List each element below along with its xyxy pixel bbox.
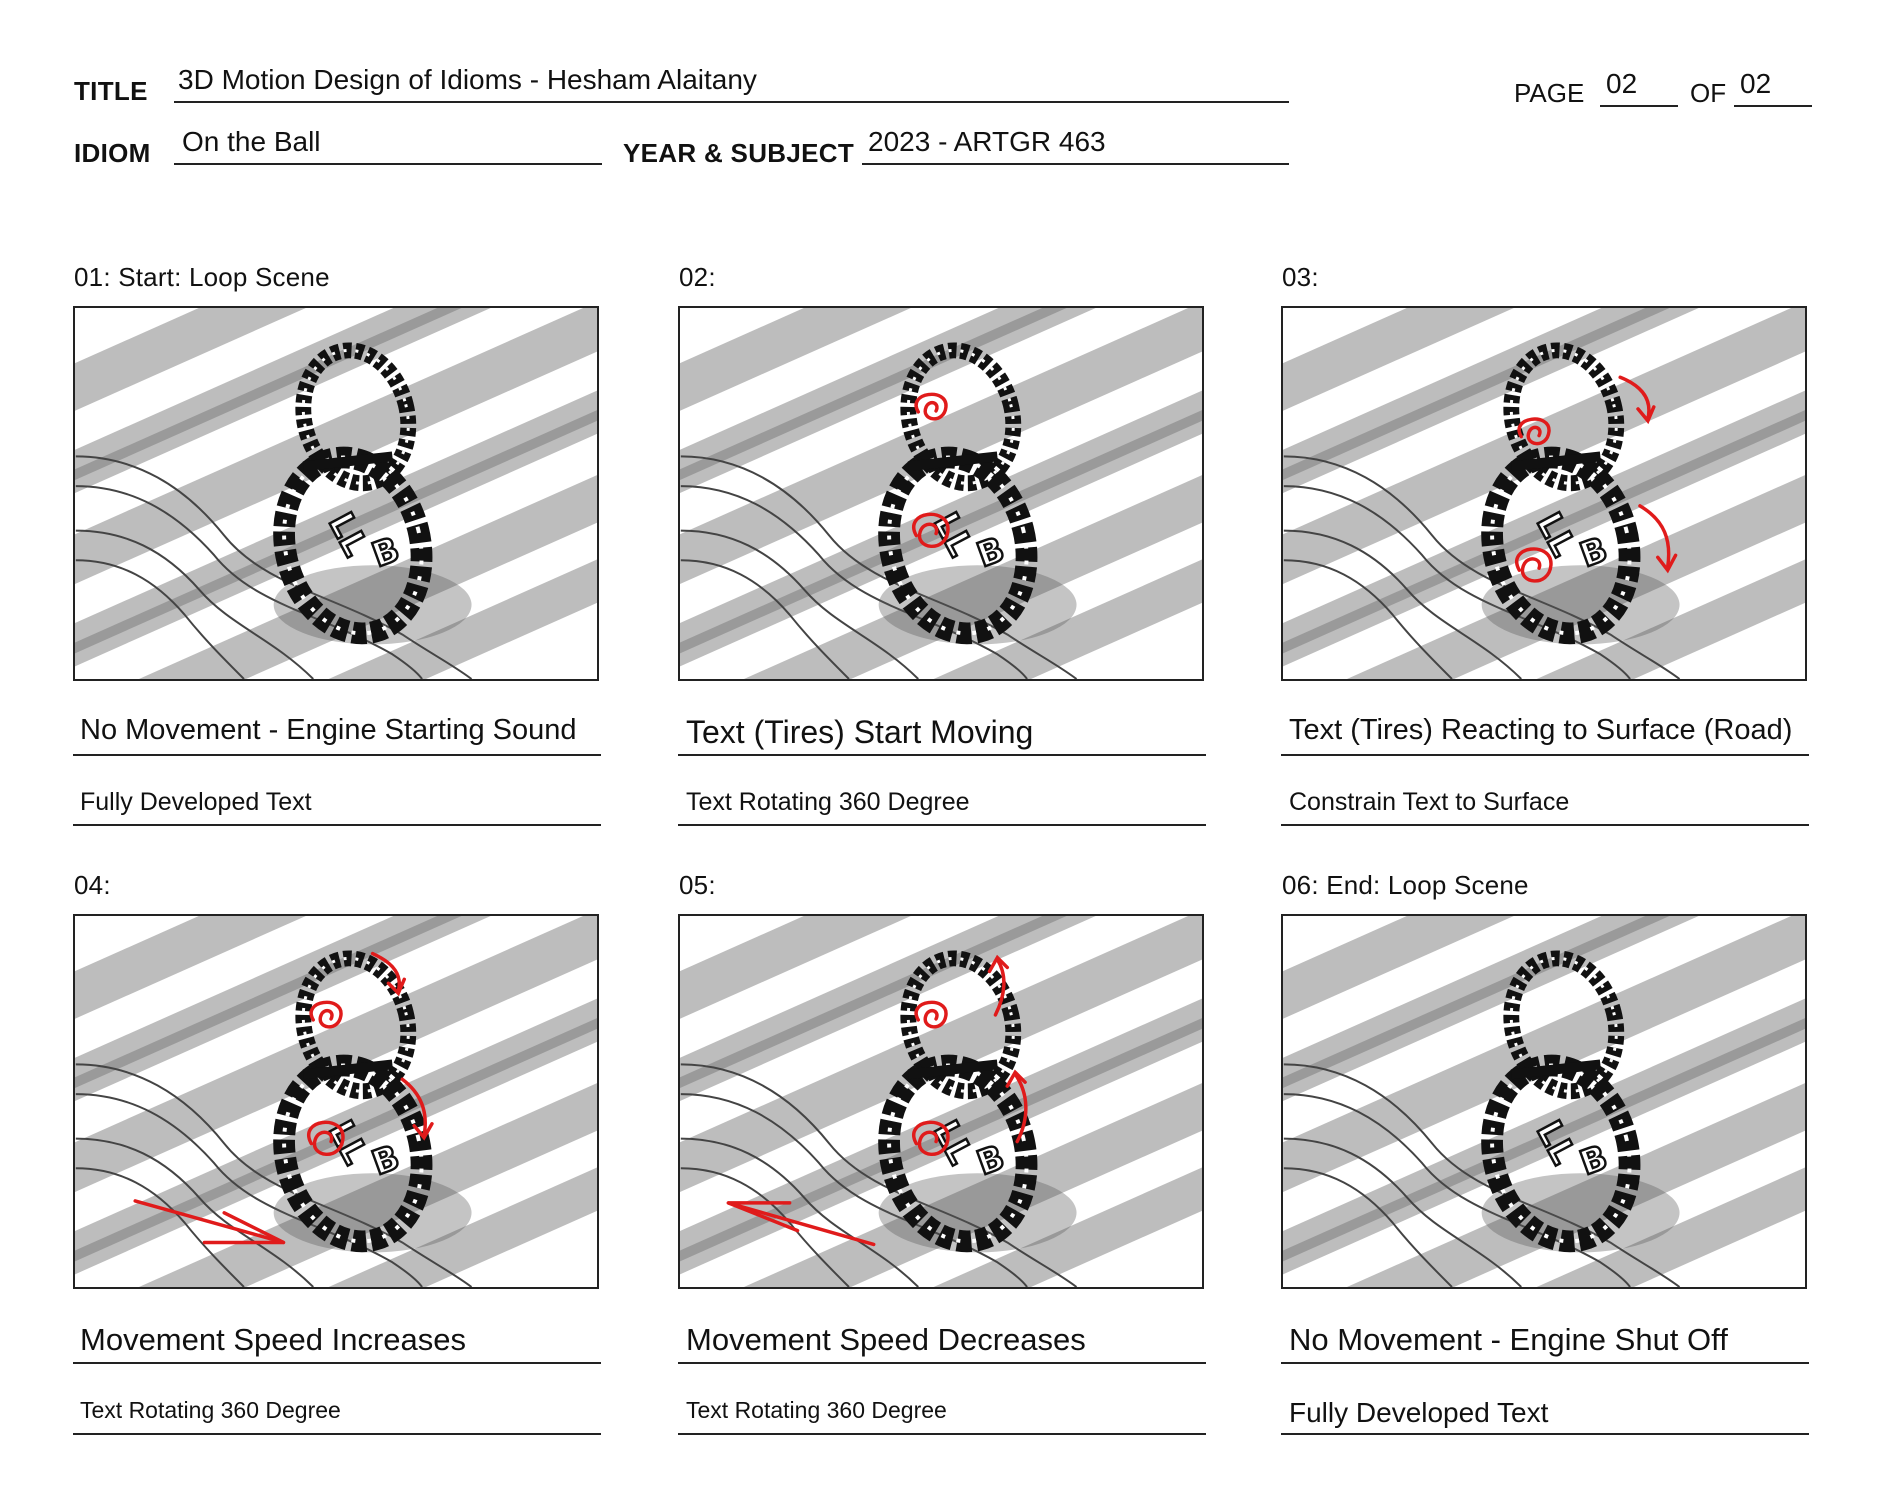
panel-2-note: Text Rotating 360 Degree xyxy=(686,788,970,816)
panel-5-caption-line xyxy=(678,1362,1206,1364)
panel-3-caption: Text (Tires) Reacting to Surface (Road) xyxy=(1289,714,1793,746)
panel-2-caption-line xyxy=(678,754,1206,756)
panel-1-caption: No Movement - Engine Starting Sound xyxy=(80,714,577,746)
panel-4-number: 04: xyxy=(74,870,111,900)
panel-1-sketch xyxy=(75,308,597,679)
panel-1-label: Start: Loop Scene xyxy=(118,262,330,292)
year-subject-underline xyxy=(862,163,1289,165)
page-underline xyxy=(1600,105,1678,107)
panel-2-frame xyxy=(678,306,1204,681)
page-number: 02 xyxy=(1606,68,1638,99)
panel-5-sketch xyxy=(680,916,1202,1287)
panel-4-caption-line xyxy=(73,1362,601,1364)
panel-4-note: Text Rotating 360 Degree xyxy=(80,1397,341,1423)
panel-1-note: Fully Developed Text xyxy=(80,788,312,816)
panel-3-note: Constrain Text to Surface xyxy=(1289,788,1570,816)
panel-3-note-line xyxy=(1281,824,1809,826)
panel-1-number: 01: xyxy=(74,262,111,292)
panel-2-note-line xyxy=(678,824,1206,826)
idiom-underline xyxy=(174,163,602,165)
panel-5-note: Text Rotating 360 Degree xyxy=(686,1397,947,1423)
panel-6-heading xyxy=(1282,870,1529,901)
page-total-underline xyxy=(1734,105,1812,107)
panel-5-number: 05: xyxy=(679,870,716,900)
panel-6-frame xyxy=(1281,914,1807,1289)
panel-2-sketch xyxy=(680,308,1202,679)
panel-5-caption: Movement Speed Decreases xyxy=(686,1322,1086,1357)
panel-6-label: End: Loop Scene xyxy=(1326,870,1529,900)
panel-2-heading xyxy=(679,262,716,293)
panel-3-caption-line xyxy=(1281,754,1809,756)
idiom-value: On the Ball xyxy=(182,126,321,157)
panel-3-frame xyxy=(1281,306,1807,681)
year-subject-label: YEAR & SUBJECT xyxy=(623,138,855,168)
panel-5-heading xyxy=(679,870,716,901)
panel-1-frame xyxy=(73,306,599,681)
panel-1-heading xyxy=(74,262,330,293)
title-label: TITLE xyxy=(74,76,148,106)
panel-5-note-line xyxy=(678,1433,1206,1435)
panel-6-caption: No Movement - Engine Shut Off xyxy=(1289,1322,1728,1357)
panel-4-heading xyxy=(74,870,111,901)
panel-6-note-line xyxy=(1281,1433,1809,1435)
panel-3-number: 03: xyxy=(1282,262,1319,292)
title-value: 3D Motion Design of Idioms - Hesham Alaitany xyxy=(178,64,757,95)
page-label: PAGE xyxy=(1514,78,1585,108)
of-label: OF xyxy=(1690,78,1727,108)
panel-3-sketch xyxy=(1283,308,1805,679)
panel-6-note: Fully Developed Text xyxy=(1289,1397,1549,1428)
panel-4-sketch xyxy=(75,916,597,1287)
panel-4-frame xyxy=(73,914,599,1289)
panel-6-caption-line xyxy=(1281,1362,1809,1364)
idiom-label: IDIOM xyxy=(74,138,151,168)
panel-6-number: 06: xyxy=(1282,870,1319,900)
panel-4-caption: Movement Speed Increases xyxy=(80,1322,466,1357)
year-subject-value: 2023 - ARTGR 463 xyxy=(868,126,1106,157)
panel-5-frame xyxy=(678,914,1204,1289)
title-underline xyxy=(174,101,1289,103)
panel-6-sketch xyxy=(1283,916,1805,1287)
panel-2-number: 02: xyxy=(679,262,716,292)
panel-4-note-line xyxy=(73,1433,601,1435)
panel-2-caption: Text (Tires) Start Moving xyxy=(686,714,1034,750)
page-total: 02 xyxy=(1740,68,1772,99)
panel-1-note-line xyxy=(73,824,601,826)
panel-3-heading xyxy=(1282,262,1319,293)
panel-1-caption-line xyxy=(73,754,601,756)
